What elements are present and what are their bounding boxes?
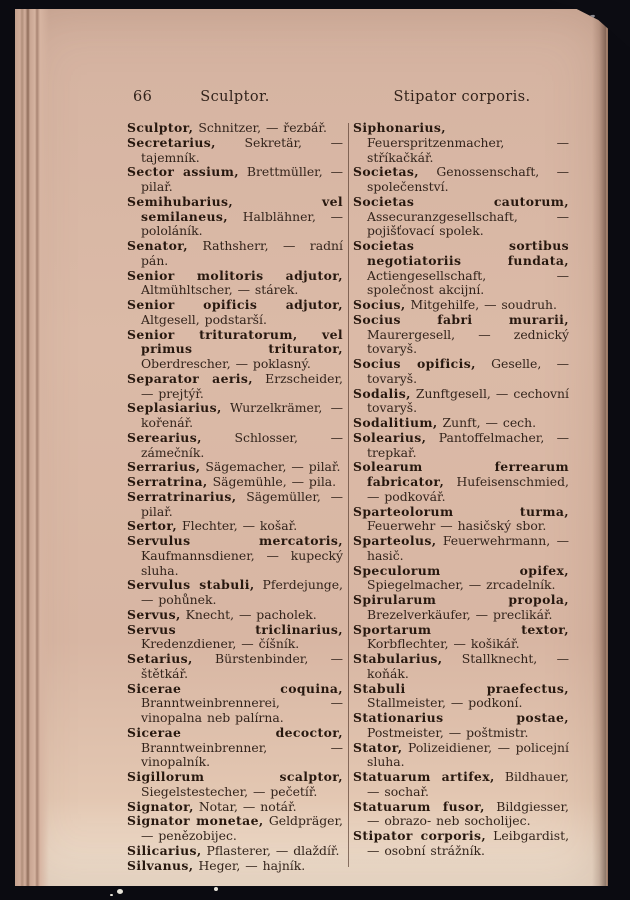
- entry-term: Servulus stabuli,: [127, 577, 255, 593]
- dictionary-columns: [127, 121, 570, 873]
- entry-term: Serratrina,: [127, 474, 208, 489]
- dictionary-entry: Serratrina, Sägemühle, — pila.: [127, 474, 337, 489]
- entry-term: Stabularius,: [353, 651, 443, 666]
- dictionary-entry: Societas, Genossenschaft, — společenství.: [353, 164, 569, 194]
- dictionary-entry: Sodalis, Zunftgesell, — cechovní tovaryš.: [353, 385, 569, 416]
- dictionary-entry: Signator monetae, Geldpräger, — penězobijec.: [127, 813, 343, 843]
- entry-term: Societas,: [353, 164, 419, 180]
- dictionary-entry: Sicerae decoctor, Branntweinbrenner, — vinopalník.: [127, 724, 343, 770]
- scan-artifact: [117, 889, 123, 894]
- entry-term: Servus triclinarius,: [127, 621, 343, 637]
- entry-term: Silvanus,: [127, 857, 194, 873]
- entry-term: Spirularum propola,: [353, 592, 569, 607]
- dictionary-entry: Socius opificis, Geselle, — tovaryš.: [353, 356, 569, 386]
- entry-term: Sculptor,: [127, 120, 194, 135]
- dictionary-entry: Stationarius postae, Postmeister, — poštmistr.: [353, 710, 569, 740]
- entry-term: Stator,: [353, 739, 403, 755]
- header-keyword-right: Stipator corporis.: [393, 89, 531, 105]
- column-divider: [348, 123, 349, 867]
- entry-term: Sector assium,: [127, 164, 239, 180]
- entry-term: Secretarius,: [127, 134, 216, 150]
- dictionary-entry: Sculptor, Schnitzer, — řezbář.: [127, 120, 327, 135]
- entry-term: Sicerae coquina,: [127, 680, 343, 696]
- dictionary-entry: Seplasiarius, Wurzelkrämer, — kořenář.: [127, 400, 343, 430]
- dictionary-entry: Semihubarius, vel semilaneus, Halblähner, — pololáník.: [127, 193, 343, 239]
- entry-term: Sigillorum scalptor,: [127, 769, 343, 784]
- entry-term: Senior trituratorum, vel primus triturator,: [127, 326, 343, 357]
- dictionary-entry: Sodalitium, Zunft, — cech.: [353, 415, 537, 430]
- running-head: [127, 89, 570, 113]
- dictionary-entry: Sigillorum scalptor, Siegelstestecher, — pečetíř.: [127, 769, 343, 799]
- entry-term: Statuarum fusor,: [353, 798, 485, 814]
- dictionary-entry: Stabularius, Stallknecht, — koňák.: [353, 651, 569, 681]
- scan-artifact: [214, 887, 218, 891]
- dictionary-entry: Stipator corporis, Leibgardist, — osobní strážník.: [353, 828, 570, 858]
- dictionary-entry: Servulus mercatoris, Kaufmannsdiener, — kupecký sluha.: [127, 533, 343, 578]
- entry-term: Sicerae decoctor,: [127, 724, 343, 740]
- entry-term: Solearius,: [353, 429, 427, 445]
- dictionary-entry: Setarius, Bürstenbinder, — štětkář.: [127, 651, 343, 681]
- dictionary-entry: Statuarum fusor, Bildgiesser, — obrazo- neb socholijec.: [353, 798, 569, 829]
- dictionary-entry: Sparteolus, Feuerwehrmann, — hasič.: [353, 533, 569, 563]
- entry-term: Solearum ferrearum fabricator,: [353, 459, 569, 489]
- entry-term: Stipator corporis,: [353, 828, 487, 843]
- entry-term: Sodalitium,: [353, 415, 438, 430]
- dictionary-entry: Solearum ferrearum fabricator, Hufeisenschmied, — podkovář.: [353, 459, 569, 504]
- dictionary-entry: Serrarius, Sägemacher, — pilař.: [127, 459, 341, 475]
- dictionary-entry: Senior opificis adjutor, Altgesell, podstarší.: [127, 297, 343, 327]
- dictionary-entry: Solearius, Pantoffelmacher, — trepkař.: [353, 429, 569, 460]
- dictionary-entry: Societas cautorum, Assecuranzgesellschaft, — pojišťovací spolek.: [353, 193, 569, 239]
- entry-term: Stabuli praefectus,: [353, 680, 569, 696]
- column-left: [127, 121, 343, 873]
- entry-term: Speculorum opifex,: [353, 562, 569, 578]
- page-right-edge-shadow: [592, 9, 608, 886]
- dictionary-entry: Signator, Notar, — notář.: [127, 798, 297, 814]
- dictionary-entry: Statuarum artifex, Bildhauer, — sochař.: [353, 769, 569, 799]
- dictionary-entry: Sertor, Flechter, — košař.: [127, 518, 298, 534]
- dictionary-entry: Silicarius, Pflasterer, — dlaždíř.: [127, 842, 340, 858]
- entry-term: Sportarum textor,: [353, 621, 569, 637]
- dictionary-entry: Servulus stabuli, Pferdejunge, — pohůnek.: [127, 577, 343, 607]
- page-number: 66: [133, 89, 153, 105]
- entry-term: Sodalis,: [353, 385, 411, 401]
- dictionary-entry: Stator, Polizeidiener, — policejní sluha.: [353, 739, 569, 770]
- dictionary-entry: Sector assium, Brettmüller, — pilař.: [127, 164, 343, 194]
- entry-term: Senior opificis adjutor,: [127, 297, 343, 312]
- page-content: [127, 89, 570, 873]
- dictionary-entry: Sicerae coquina, Branntweinbrennerei, — vinopalna neb palírna.: [127, 680, 343, 725]
- entry-term: Setarius,: [127, 651, 193, 666]
- entry-term: Senior molitoris adjutor,: [127, 267, 343, 283]
- entry-term: Societas cautorum,: [353, 193, 569, 209]
- entry-term: Sparteolus,: [353, 533, 437, 548]
- entry-term: Siphonarius,: [353, 120, 446, 135]
- column-right: [353, 121, 569, 873]
- dictionary-entry: Stabuli praefectus, Stallmeister, — podkoní.: [353, 680, 569, 711]
- dictionary-entry: Silvanus, Heger, — hajník.: [127, 857, 306, 873]
- dictionary-entry: Spirularum propola, Brezelverkäufer, — preclikář.: [353, 592, 569, 622]
- book-page: [15, 9, 608, 886]
- dictionary-entry: Separator aeris, Erzscheider, — prejtýř.: [127, 370, 343, 401]
- dictionary-entry: Secretarius, Sekretär, — tajemník.: [127, 134, 343, 165]
- dictionary-entry: Serearius, Schlosser, — zámečník.: [127, 429, 343, 460]
- entry-term: Semihubarius, vel semilaneus,: [127, 193, 343, 224]
- entry-term: Sparteolorum turma,: [353, 503, 569, 519]
- entry-term: Sertor,: [127, 518, 178, 534]
- spine-page-edges: [15, 9, 49, 886]
- scan-artifact: [110, 894, 113, 896]
- dictionary-entry: Societas sortibus negotiatoriis fundata, Actiengesellschaft, — společnost akcijní.: [353, 238, 569, 298]
- dictionary-entry: Sportarum textor, Korbflechter, — košikář.: [353, 621, 569, 652]
- dictionary-entry: Senior trituratorum, vel primus triturator, Oberdrescher, — poklasný.: [127, 326, 343, 371]
- entry-term: Servulus mercatoris,: [127, 533, 343, 548]
- dictionary-entry: Senior molitoris adjutor, Altmühltscher, — stárek.: [127, 267, 343, 298]
- entry-term: Statuarum artifex,: [353, 769, 495, 784]
- dictionary-entry: Siphonarius, Feuerspritzenmacher, — stříkačkář.: [353, 120, 569, 165]
- dictionary-entry: Socius fabri murarii, Maurergesell, — zednický tovaryš.: [353, 311, 569, 357]
- entry-term: Servus,: [127, 606, 181, 622]
- entry-term: Silicarius,: [127, 842, 202, 858]
- dictionary-entry: Speculorum opifex, Spiegelmacher, — zrcadelník.: [353, 562, 569, 593]
- entry-term: Serearius,: [127, 429, 202, 445]
- dictionary-entry: Servus triclinarius, Kredenzdiener, — číšník.: [127, 621, 343, 652]
- entry-term: Senator,: [127, 238, 188, 253]
- entry-term: Societas sortibus negotiatoriis fundata,: [353, 238, 569, 268]
- entry-term: Signator monetae,: [127, 813, 264, 829]
- dictionary-entry: Servus, Knecht, — pacholek.: [127, 606, 317, 622]
- entry-term: Separator aeris,: [127, 370, 253, 386]
- entry-term: Serratrinarius,: [127, 488, 237, 504]
- dictionary-entry: Serratrinarius, Sägemüller, — pilař.: [127, 488, 343, 519]
- entry-term: Socius,: [353, 297, 406, 312]
- entry-term: Seplasiarius,: [127, 400, 222, 416]
- entry-term: Stationarius postae,: [353, 710, 569, 725]
- entry-term: Signator,: [127, 798, 194, 814]
- dictionary-entry: Sparteolorum turma, Feuerwehr — hasičský sbor.: [353, 503, 569, 534]
- header-keyword-left: Sculptor.: [200, 89, 270, 105]
- entry-term: Socius opificis,: [353, 356, 476, 371]
- entry-term: Serrarius,: [127, 459, 201, 475]
- dictionary-entry: Senator, Rathsherr, — radní pán.: [127, 238, 343, 268]
- entry-term: Socius fabri murarii,: [353, 311, 569, 327]
- dictionary-entry: Socius, Mitgehilfe, — soudruh.: [353, 297, 557, 312]
